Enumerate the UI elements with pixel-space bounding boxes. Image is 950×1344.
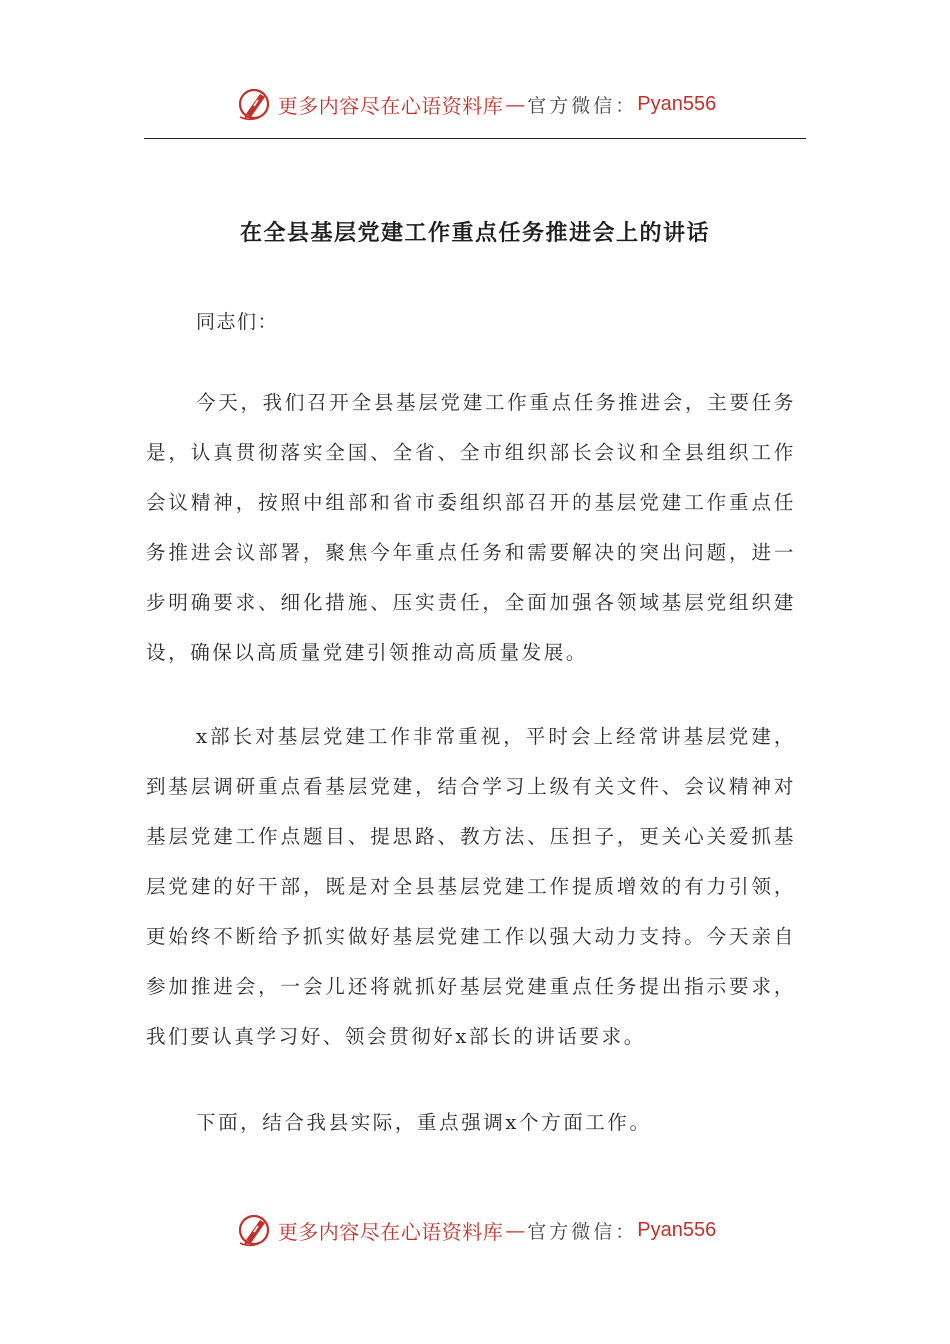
header-banner (0, 82, 950, 126)
banner-separator: — (505, 1218, 526, 1242)
paragraph: x部长对基层党建工作非常重视，平时会上经常讲基层党建，到基层调研重点看基层党建，结合学习上级有关文件、会议精神对基层党建工作点题目、提思路、教方法、压担子，更关心关爱抓基层党建的好干部，既是对全县基层党建工作提质增效的有力引领，更始终不断给予抓实做好基层党建工作以强大动力支持。今天亲自参加推进会，一会儿还将就抓好基层党建重点任务提出指示要求，我们要认真学习好、领会贯彻好x部长的讲话要求。 (146, 725, 796, 1048)
pen-nib-logo-icon (234, 84, 274, 124)
banner-wechat-id: Pyan556 (637, 1218, 717, 1241)
banner-wechat-id: Pyan556 (637, 92, 717, 115)
document-title: 在全县基层党建工作重点任务推进会上的讲话 (239, 221, 710, 246)
banner-wechat-label: 官方微信： (527, 1220, 638, 1243)
pen-nib-logo-icon (234, 1210, 274, 1250)
banner-wechat-label: 官方微信： (527, 94, 638, 117)
paragraph: 下面，结合我县实际，重点强调x个方面工作。 (196, 1111, 652, 1134)
paragraph: 今天，我们召开全县基层党建工作重点任务推进会，主要任务是，认真贯彻落实全国、全省、全市组织部长会议和全县组织工作会议精神，按照中组部和省市委组织部召开的基层党建工作重点任务推进会议部署，聚焦今年重点任务和需要解决的突出问题，进一步明确要求、细化措施、压实责任，全面加强各领域基层党组织建设，确保以高质量党建引领推动高质量发展。 (146, 391, 796, 664)
banner-separator: — (505, 92, 526, 116)
header-divider (144, 138, 806, 139)
salutation: 同志们： (196, 311, 279, 333)
banner-brand-text: 更多内容尽在心语资料库 (277, 93, 504, 118)
footer-banner (0, 1208, 950, 1252)
banner-brand-text: 更多内容尽在心语资料库 (277, 1219, 504, 1244)
